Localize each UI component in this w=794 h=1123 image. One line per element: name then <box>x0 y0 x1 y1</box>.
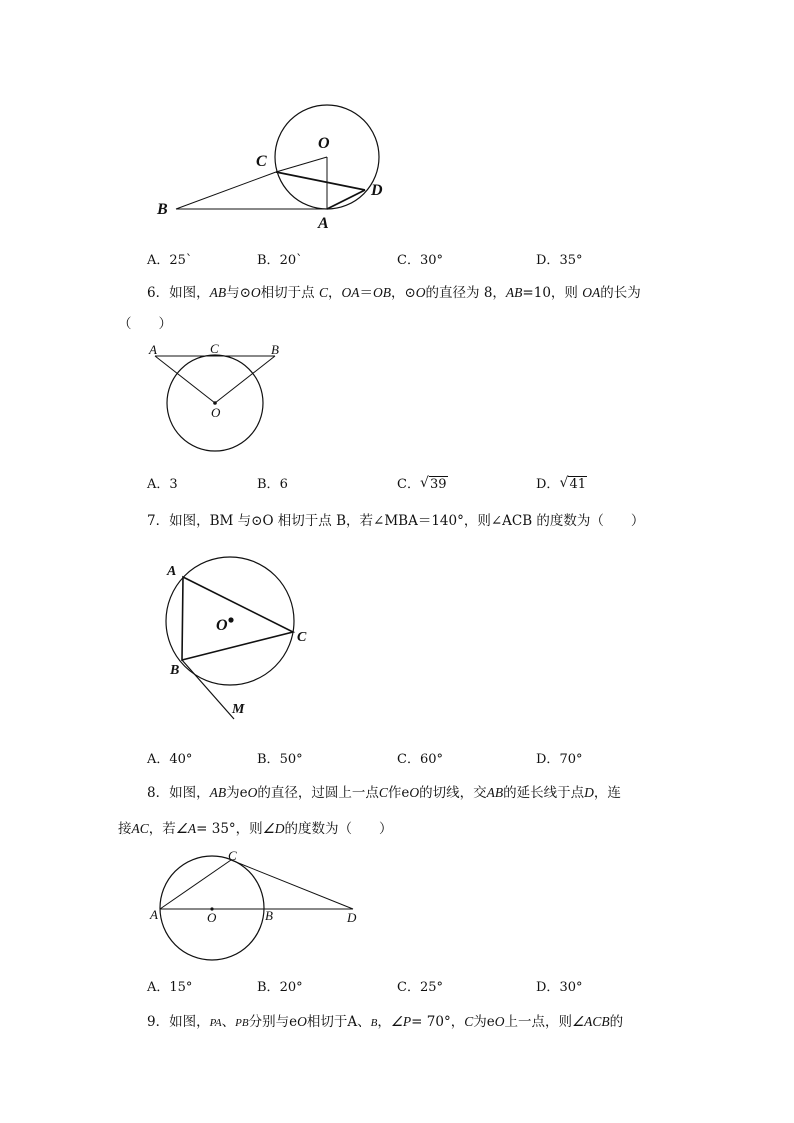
q5-choice-d: D．35° <box>536 253 583 268</box>
q5-choice-c: C．30° <box>397 253 443 268</box>
q7-choice-b: B．50° <box>257 752 303 767</box>
q8-tangent-CD <box>231 860 353 909</box>
q7-label-B: B <box>170 663 180 678</box>
q6-choice-c: C． √ 39 <box>397 475 447 492</box>
q8-choice-c: C．25° <box>397 980 443 995</box>
q7-label-M: M <box>232 702 245 717</box>
q6-choice-a: A．3 <box>147 477 178 492</box>
q7-choice-d: D．70° <box>536 752 583 767</box>
q5-label-A: A <box>318 215 329 232</box>
q9-stem: 9．如图，PA、PB分别与eO相切于A、B，∠P= 70°，C为eO上一点，则∠ACB的 <box>147 1014 624 1030</box>
q7-label-A: A <box>167 564 177 579</box>
q5-choice-b: B．20` <box>257 253 303 268</box>
q7-label-O: O <box>216 617 228 634</box>
q5-label-B: B <box>157 201 168 218</box>
q6-choice-d: D． √ 41 <box>536 475 586 492</box>
q6-stem: 6．如图，AB与⊙O相切于点 C，OA＝OB，⊙O的直径为 8，AB=10，则 OA的长为 <box>147 285 641 301</box>
sqrt-sign: √ 39 <box>419 475 447 492</box>
q7-stem: 7．如图，BM 与⊙O 相切于点 B，若∠MBA＝140°，则∠ACB 的度数为（ ） <box>147 513 645 529</box>
q7-choice-c: C．60° <box>397 752 443 767</box>
q6-label-B: B <box>271 342 279 357</box>
q8-label-A: A <box>150 907 158 922</box>
q6-label-C: C <box>210 341 219 356</box>
q5-label-C: C <box>256 153 267 170</box>
q8-label-B: B <box>265 908 273 923</box>
q8-stem-line2: 接AC，若∠A= 35°，则∠D的度数为（ ） <box>118 821 393 837</box>
q6-answer-paren: （ ） <box>118 316 172 332</box>
q6-choice-b: B．6 <box>257 477 288 492</box>
q6-label-O: O <box>211 405 221 420</box>
q8-choice-b: B．20° <box>257 980 303 995</box>
q8-stem-line1: 8．如图，AB为eO的直径，过圆上一点C作eO的切线，交AB的延长线于点D，连 <box>147 785 621 801</box>
q6-label-A: A <box>149 342 157 357</box>
q5-choice-a: A．25` <box>147 253 193 268</box>
q7-choice-a: A．40° <box>147 752 193 767</box>
q7-label-C: C <box>297 630 307 645</box>
q8-label-C: C <box>228 848 237 863</box>
sqrt-sign: √ 41 <box>559 475 586 492</box>
q8-choice-a: A．15° <box>147 980 193 995</box>
q8-label-D: D <box>347 910 357 925</box>
q8-label-O: O <box>207 910 217 925</box>
q5-label-O: O <box>318 135 330 152</box>
q8-segment-AC <box>160 860 231 909</box>
q8-choice-d: D．30° <box>536 980 583 995</box>
q5-label-D: D <box>371 182 383 199</box>
